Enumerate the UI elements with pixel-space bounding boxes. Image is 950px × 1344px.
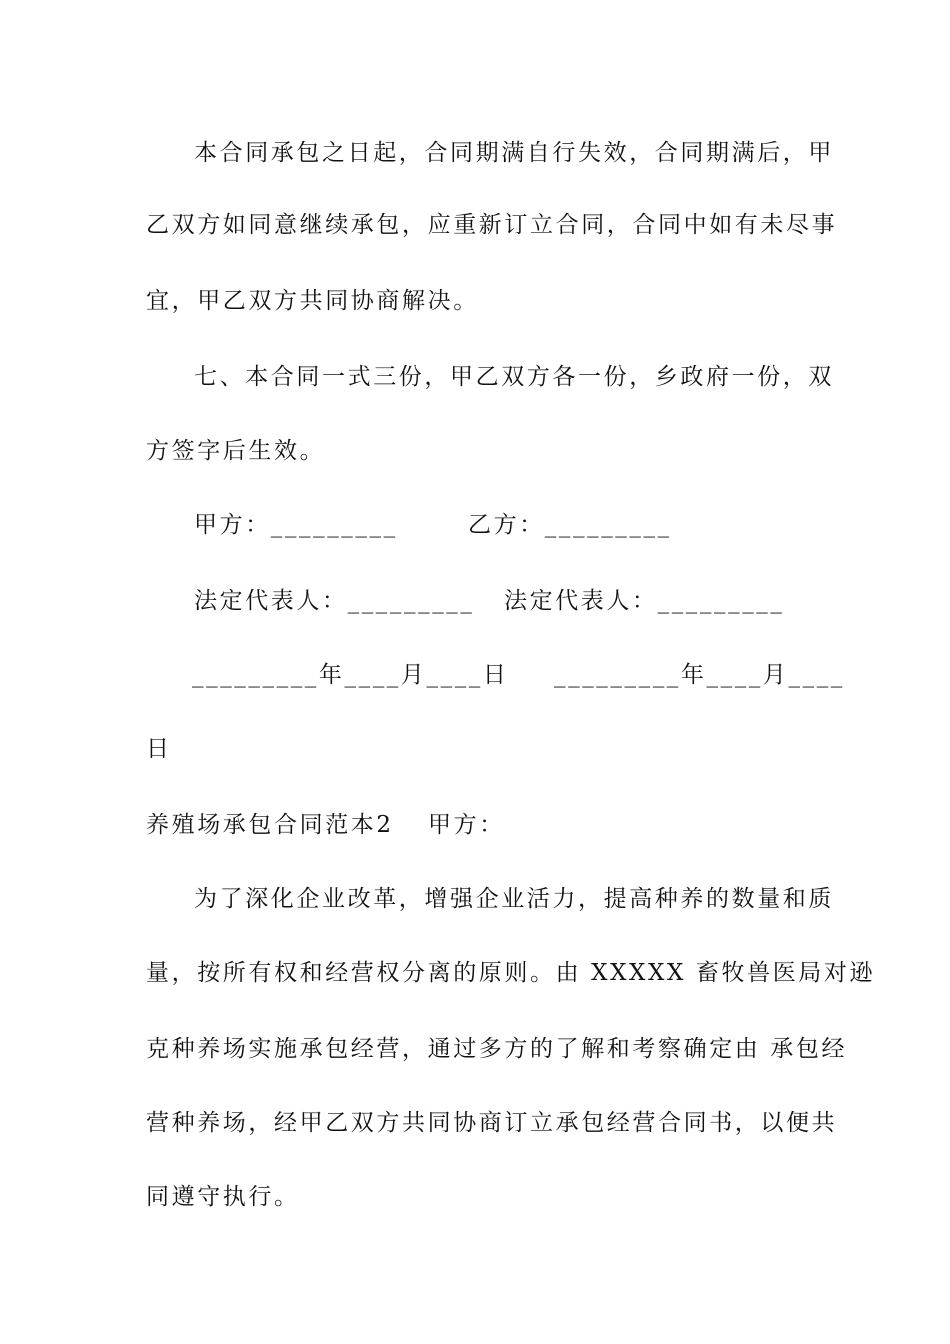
party-a-representative: 法定代表人：_________	[194, 588, 475, 614]
party-b-signature: 乙方：_________	[468, 512, 672, 538]
paragraph-line: 同遵守执行。	[146, 1184, 300, 1210]
party-b-representative: 法定代表人：_________	[504, 588, 785, 614]
paragraph-line: 方签字后生效。	[146, 438, 326, 464]
party-a-signature: 甲方：_________	[194, 512, 398, 538]
paragraph-line: 营种养场，经甲乙双方共同协商订立承包经营合同书，以便共	[146, 1110, 838, 1136]
paragraph-line: 本合同承包之日起，合同期满自行失效，合同期满后，甲	[194, 140, 834, 166]
paragraph-line: 乙双方如同意继续承包，应重新订立合同，合同中如有未尽事	[146, 212, 838, 238]
section-party-a: 甲方：	[428, 812, 505, 838]
paragraph-line: 为了深化企业改革，增强企业活力，提高种养的数量和质	[194, 886, 834, 912]
party-b-date: _________年____月____	[554, 662, 845, 688]
party-a-date: _________年____月____日	[192, 662, 509, 688]
paragraph-line: 量，按所有权和经营权分离的原则。由 XXXXX 畜牧兽医局对逊	[146, 960, 876, 986]
party-b-date-wrap: 日	[146, 736, 172, 762]
paragraph-line: 宜，甲乙双方共同协商解决。	[146, 288, 479, 314]
section-title: 养殖场承包合同范本2	[146, 812, 394, 838]
paragraph-line: 七、本合同一式三份，甲乙双方各一份，乡政府一份，双	[194, 364, 834, 390]
paragraph-line: 克种养场实施承包经营，通过多方的了解和考察确定由 承包经	[146, 1036, 848, 1062]
